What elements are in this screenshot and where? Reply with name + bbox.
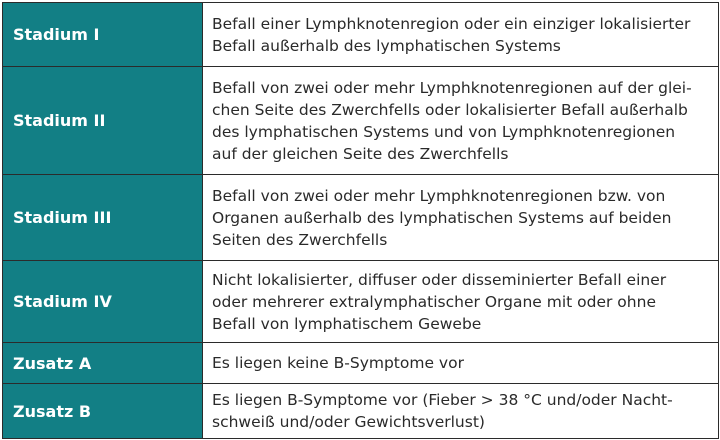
row-label: Stadium IV	[3, 261, 203, 343]
table-row-zusatz-b	[3, 384, 719, 439]
row-label: Stadium II	[3, 67, 203, 175]
row-description: Es liegen B-Symptome vor (Fieber > 38 °C und/oder Nacht- schweiß und/oder Gewichtsverlust)	[203, 384, 719, 439]
table-row-zusatz-a	[3, 343, 719, 384]
table-row-stadium-2	[3, 67, 719, 175]
table-row-stadium-1	[3, 3, 719, 67]
row-label: Zusatz A	[3, 343, 203, 384]
row-description: Es liegen keine B-Symptome vor	[203, 343, 719, 384]
row-description: Nicht lokalisierter, diffuser oder disseminierter Befall einer oder mehrerer extralymphatischer Organe mit oder ohne Befall von lymphatischem Gewebe	[203, 261, 719, 343]
row-label: Stadium III	[3, 175, 203, 261]
staging-table	[2, 2, 719, 439]
table-row-stadium-3	[3, 175, 719, 261]
row-label: Stadium I	[3, 3, 203, 67]
table-row-stadium-4	[3, 261, 719, 343]
row-label: Zusatz B	[3, 384, 203, 439]
row-description: Befall einer Lymphknotenregion oder ein einziger lokalisierter Befall außerhalb des lymphatischen Systems	[203, 3, 719, 67]
row-description: Befall von zwei oder mehr Lymphknotenregionen bzw. von Organen außerhalb des lymphatischen Systems auf beiden Seiten des Zwerchfells	[203, 175, 719, 261]
row-description: Befall von zwei oder mehr Lymphknotenregionen auf der glei- chen Seite des Zwerchfells oder lokalisierter Befall außerhalb des lymphatischen Systems und von Lymphknotenregionen auf der gleichen Seite des Zwerchfells	[203, 67, 719, 175]
